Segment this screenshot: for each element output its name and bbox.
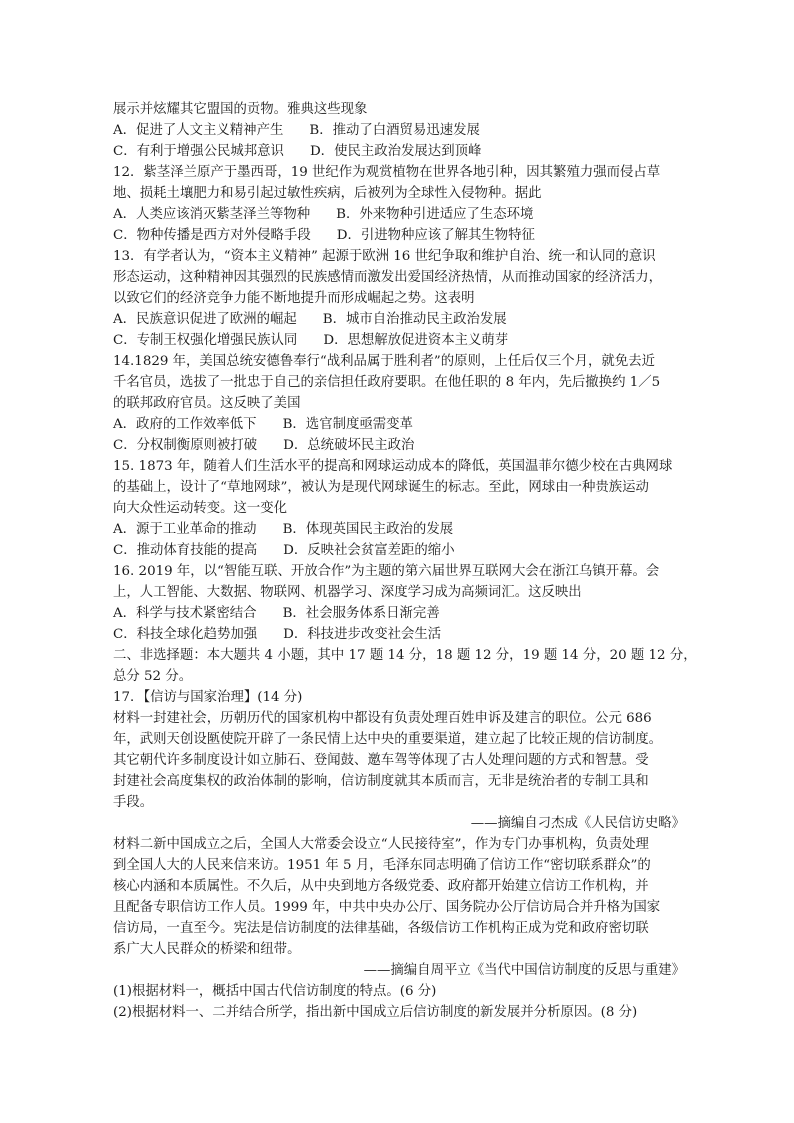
text-line: 系广大人民群众的桥梁和纽带。 (113, 942, 301, 957)
text-line: (1)根据材料一，概括中国古代信访制度的特点。(6 分) (113, 984, 437, 999)
text-line: 封建社会高度集权的政治体制的影响，信访制度就其本质而言，无非是统治者的专制工具和 (113, 774, 649, 789)
answer-option: B．体现英国民主政治的发展 (282, 522, 454, 537)
text-line: 手段。 (113, 795, 154, 810)
exam-page (113, 99, 697, 1023)
answer-option: C．分权制衡原则被打破 (113, 438, 258, 453)
text-line: 16. 2019 年，以“智能互联、开放合作”为主题的第六届世界互联网大会在浙江乌镇开幕。会 (113, 564, 660, 579)
text-line: 14.1829 年，美国总统安德鲁奉行“战利品属于胜利者”的原则，上任后仅三个月，就免去近 (113, 354, 655, 369)
source-citation: ——摘编自周平立《当代中国信访制度的反思与重建》 (363, 963, 685, 978)
text-line: (2)根据材料一、二并结合所学，指出新中国成立后信访制度的新发展并分析原因。(8 分) (113, 1005, 638, 1020)
answer-options-row (113, 540, 685, 561)
answer-options-row (113, 141, 685, 162)
text-line: 地、损耗土壤肥力和易引起过敏性疾病，后被列为全球性入侵物种。据此 (113, 186, 542, 201)
text-line: 的联邦政府官员。这反映了美国 (113, 396, 301, 411)
answer-option: B．选官制度亟需变革 (282, 417, 413, 432)
text-line: 13．有学者认为，“资本主义精神” 起源于欧洲 16 世纪争取和维护自治、统一和认同的意识 (113, 249, 656, 264)
text-line: 的基础上，设计了“草地网球”，被认为是现代网球诞生的标志。至此，网球由一种贵族运动 (113, 480, 649, 495)
text-line: 向大众性运动转变。这一变化 (113, 501, 288, 516)
text-line: 其它朝代许多制度设计如立肺石、登闻鼓、邀车驾等体现了古人处理问题的方式和智慧。受 (113, 753, 649, 768)
answer-options-row (113, 309, 685, 330)
text-line: 12．紫茎泽兰原产于墨西哥，19 世纪作为观赏植物在世界各地引种，因其繁殖力强而侵占草 (113, 165, 661, 180)
answer-option: A．促进了人文主义精神产生 (113, 123, 284, 138)
text-line: 二、非选择题：本大题共 4 小题，其中 17 题 14 分，18 题 12 分，19 题 14 分，20 题 12 分， (113, 648, 697, 663)
answer-options-row (113, 603, 685, 624)
answer-option: B．推动了白酒贸易迅速发展 (309, 123, 480, 138)
text-line: 材料二新中国成立之后，全国人大常委会设立“人民接待室”，作为专门办事机构，负责处理 (113, 837, 649, 852)
answer-option: B．社会服务体系日渐完善 (282, 606, 440, 621)
answer-options-row (113, 519, 685, 540)
answer-option: B．城市自治推动民主政治发展 (322, 312, 507, 327)
text-line: 材料一封建社会，历朝历代的国家机构中都设有负责处理百姓申诉及建言的职位。公元 686 (113, 711, 652, 726)
text-line: 信访局，一直至今。宪法是信访制度的法律基础，各级信访工作机构正成为党和政府密切联 (113, 921, 649, 936)
answer-options-row (113, 624, 685, 645)
answer-options-row (113, 225, 685, 246)
text-line: 形态运动，这种精神因其强烈的民族感情而激发出爱国经济热情，从而推动国家的经济活力， (113, 270, 663, 285)
answer-options-row (113, 330, 685, 351)
text-line: 15. 1873 年，随着人们生活水平的提高和网球运动成本的降低，英国温菲尔德少校在古典网球 (113, 459, 673, 474)
answer-option: D．使民主政治发展达到顶峰 (309, 144, 482, 159)
answer-option: D．科技进步改变社会生活 (283, 627, 442, 642)
answer-options-row (113, 414, 685, 435)
answer-option: C．科技全球化趋势加强 (113, 627, 258, 642)
text-line: 以致它们的经济竞争力能不断地提升而形成崛起之势。这表明 (113, 291, 475, 306)
answer-option: A．科学与技术紧密结合 (113, 606, 257, 621)
answer-option: C．专制王权强化增强民族认同 (113, 333, 298, 348)
text-line: 上，人工智能、大数据、物联网、机器学习、深度学习成为高频词汇。这反映出 (113, 585, 582, 600)
text-line: 总分 52 分。 (113, 669, 193, 684)
answer-options-row (113, 435, 685, 456)
text-line: 展示并炫耀其它盟国的贡物。雅典这些现象 (113, 102, 368, 117)
text-line: 到全国人大的人民来信来访。1951 年 5 月，毛泽东同志明确了信访工作“密切联系群众”的 (113, 858, 651, 873)
answer-option: A．民族意识促进了欧洲的崛起 (113, 312, 297, 327)
answer-option: D．反映社会贫富差距的缩小 (283, 543, 455, 558)
text-line: 千名官员，选拔了一批忠于自己的亲信担任政府要职。在他任职的 8 年内，先后撤换约 1／5 (113, 375, 661, 390)
answer-option: D．引进物种应该了解其生物特征 (336, 228, 535, 243)
answer-option: B．外来物种引进适应了生态环境 (336, 207, 534, 222)
text-line: 年，武则天创设匦使院开辟了一条民情上达中央的重要渠道，建立起了比较正规的信访制度。 (113, 732, 663, 747)
text-line: 核心内涵和本质属性。不久后，从中央到地方各级党委、政府都开始建立信访工作机构，并 (113, 879, 649, 894)
answer-option: C．有利于增强公民城邦意识 (113, 144, 284, 159)
answer-option: A．源于工业革命的推动 (113, 522, 257, 537)
answer-option: A．人类应该消灭紫茎泽兰等物种 (113, 207, 311, 222)
answer-option: C．物种传播是西方对外侵略手段 (113, 228, 311, 243)
answer-options-row (113, 120, 685, 141)
answer-option: C．推动体育技能的提高 (113, 543, 258, 558)
text-line: 17．【信访与国家治理】(14 分) (113, 690, 303, 705)
answer-option: D．总统破坏民主政治 (283, 438, 415, 453)
answer-option: A．政府的工作效率低下 (113, 417, 257, 432)
text-line: 且配备专职信访工作人员。1999 年，中共中央办公厅、国务院办公厅信访局合并升格为国家 (113, 900, 661, 915)
answer-option: D．思想解放促进资本主义萌芽 (323, 333, 509, 348)
answer-options-row (113, 204, 685, 225)
source-citation: ——摘编自刁杰成《人民信访史略》 (470, 816, 685, 831)
